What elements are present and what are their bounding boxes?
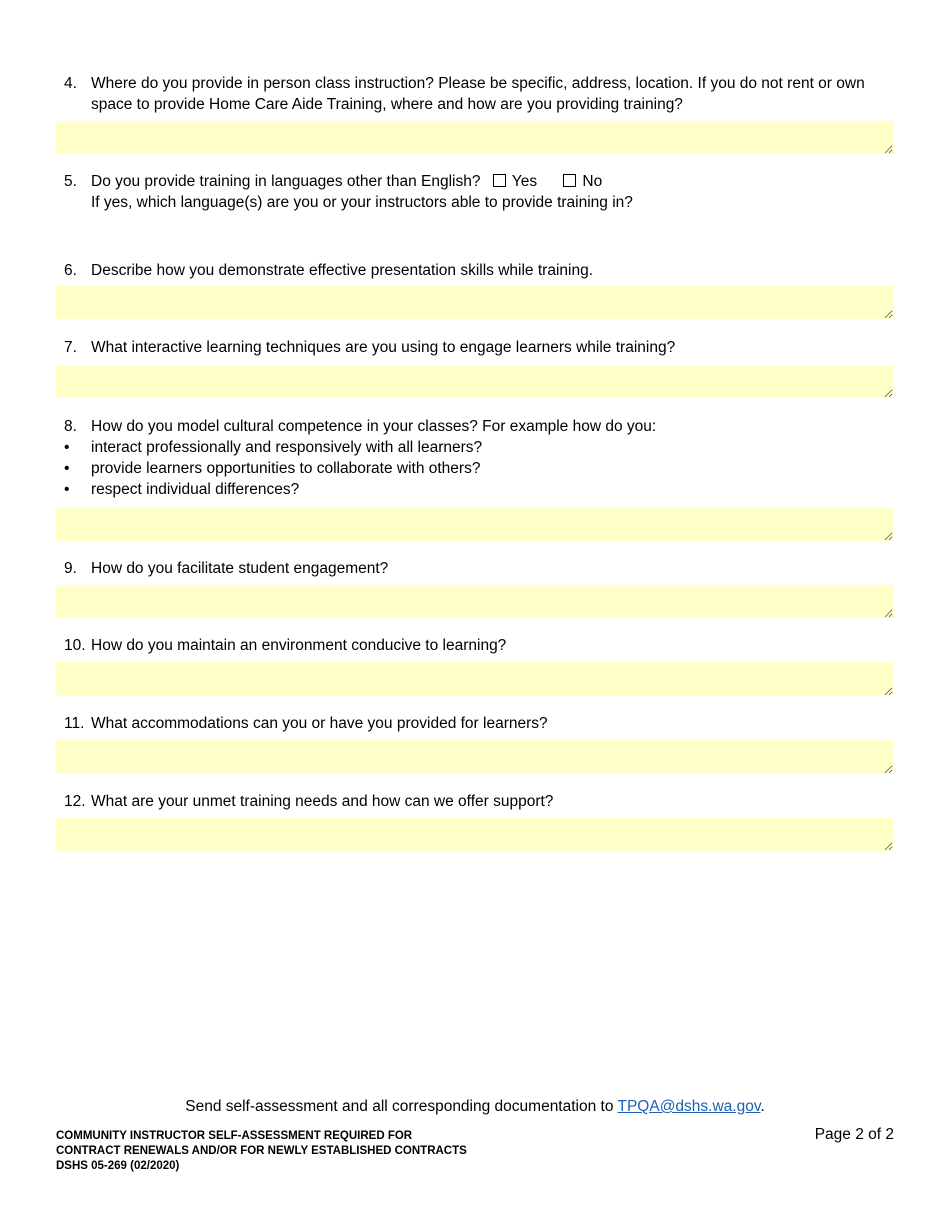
question-9	[64, 558, 894, 579]
page-number: Page 2 of 2	[814, 1126, 894, 1143]
question-text: How do you maintain an environment conducive to learning?	[91, 637, 507, 654]
answer-field-q11[interactable]	[56, 740, 893, 774]
no-label: No	[582, 173, 603, 190]
question-6	[64, 260, 894, 281]
list-item: • interact professionally and responsively with all learners?	[64, 439, 483, 456]
period: .	[760, 1098, 765, 1115]
answer-field-q12[interactable]	[56, 818, 893, 851]
question-7	[64, 337, 894, 358]
bullet-list	[64, 437, 894, 500]
answer-field-q9[interactable]	[56, 585, 893, 618]
yes-checkbox[interactable]	[493, 174, 506, 187]
form-number: DSHS 05-269 (02/2020)	[56, 1160, 180, 1172]
yes-label: Yes	[511, 173, 538, 190]
question-text-line-2: space to provide Home Care Aide Training, where and how are you providing training?	[91, 96, 683, 113]
question-number: 8.	[64, 418, 77, 435]
submission-instructions	[0, 1098, 950, 1116]
no-checkbox[interactable]	[563, 174, 576, 187]
bullet-icon: •	[64, 481, 70, 498]
question-10	[64, 635, 894, 656]
answer-field-q4[interactable]	[56, 121, 893, 154]
form-identifier	[56, 1129, 467, 1174]
answer-field-q7[interactable]	[56, 366, 893, 398]
question-number: 6.	[64, 262, 77, 279]
question-12	[64, 791, 894, 812]
answer-field-q10[interactable]	[56, 662, 893, 696]
question-5	[64, 171, 894, 213]
answer-field-q6[interactable]	[56, 286, 893, 319]
question-text: What are your unmet training needs and how can we offer support?	[91, 793, 554, 810]
question-text: Do you provide training in languages other than English?	[91, 173, 481, 190]
email-link[interactable]: TPQA@dshs.wa.gov	[617, 1098, 761, 1115]
form-title-line-2: CONTRACT RENEWALS AND/OR FOR NEWLY ESTABLISHED CONTRACTS	[56, 1145, 467, 1157]
question-number: 4.	[64, 75, 77, 92]
question-followup: If yes, which language(s) are you or your instructors able to provide training in?	[91, 194, 633, 211]
question-4	[64, 73, 894, 115]
answer-field-q8[interactable]	[56, 507, 893, 541]
question-text: How do you facilitate student engagement?	[91, 560, 389, 577]
list-item: • provide learners opportunities to collaborate with others?	[64, 460, 481, 477]
list-item: • respect individual differences?	[64, 481, 300, 498]
yes-option[interactable]	[493, 171, 537, 192]
question-8	[64, 416, 894, 500]
question-number: 10.	[64, 637, 86, 654]
question-text: What interactive learning techniques are you using to engage learners while training?	[91, 339, 676, 356]
question-text-line-1: Where do you provide in person class instruction? Please be specific, address, location. If you do not rent or own	[91, 75, 865, 92]
question-number: 9.	[64, 560, 77, 577]
question-number: 12.	[64, 793, 86, 810]
question-11	[64, 713, 894, 734]
no-option[interactable]	[563, 171, 602, 192]
question-text: What accommodations can you or have you provided for learners?	[91, 715, 548, 732]
question-number: 11.	[64, 715, 85, 732]
send-text: Send self-assessment and all corresponding documentation to	[185, 1098, 614, 1115]
question-number: 5.	[64, 173, 77, 190]
question-number: 7.	[64, 339, 77, 356]
question-text: Describe how you demonstrate effective presentation skills while training.	[91, 262, 593, 279]
bullet-icon: •	[64, 460, 70, 477]
bullet-icon: •	[64, 439, 70, 456]
question-text: How do you model cultural competence in your classes? For example how do you:	[91, 418, 657, 435]
form-title-line-1: COMMUNITY INSTRUCTOR SELF-ASSESSMENT REQUIRED FOR	[56, 1130, 413, 1142]
